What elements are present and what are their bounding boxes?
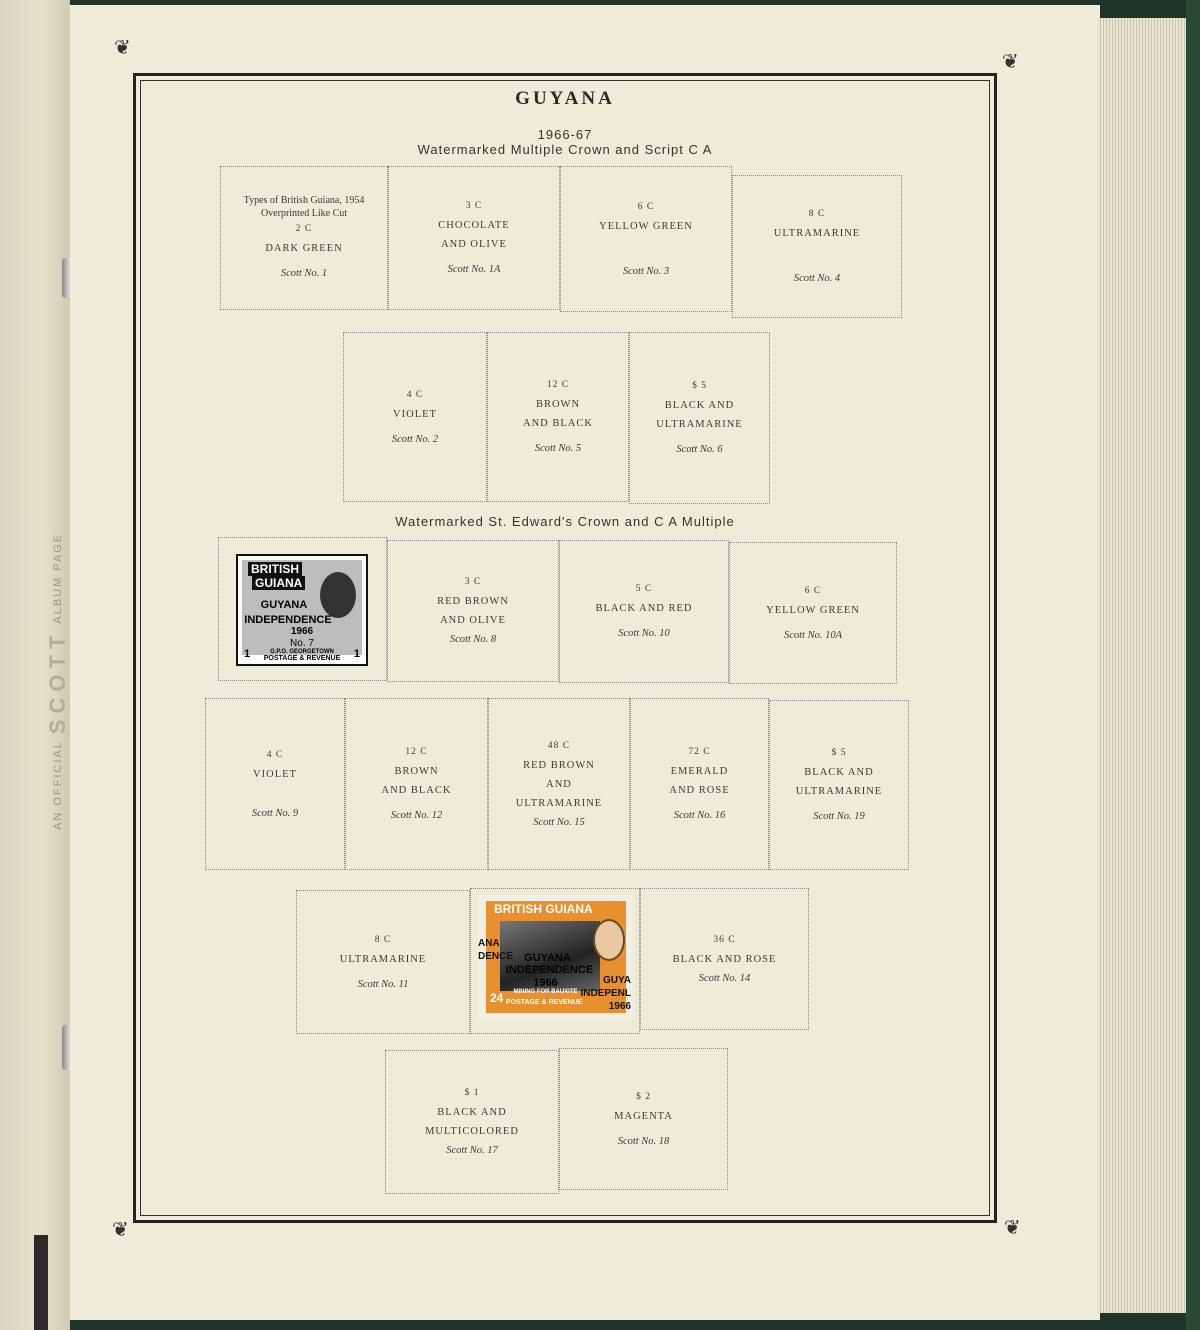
slot-value: $ 5	[692, 381, 707, 391]
slot-color: YELLOW GREEN	[766, 604, 860, 616]
slot-color: BLACK AND RED	[595, 603, 693, 614]
slot-color: ULTRAMARINE	[795, 786, 883, 797]
slot-scott-number: Scott No. 4	[793, 273, 841, 284]
stamp-slot[interactable]	[487, 332, 629, 502]
slot-scott-number: Scott No. 3	[622, 265, 670, 277]
slot-value: 48 C	[547, 740, 571, 751]
slot-color: BLACK AND	[804, 767, 874, 778]
slot-value: $ 2	[636, 1091, 651, 1102]
slot-scott-number: Scott No. 17	[446, 1145, 498, 1156]
slot-value: 3 C	[464, 577, 482, 587]
stamp-slot[interactable]	[220, 166, 388, 310]
slot-scott-number: Scott No. 5	[534, 443, 582, 454]
album-side-label: AN OFFICIALSCOTTALBUM PAGE	[45, 532, 70, 830]
slot-color: AND BLACK	[523, 418, 593, 429]
slot-color: AND BLACK	[381, 785, 452, 796]
slot-color: BROWN	[394, 766, 439, 777]
corner-ornament-icon: ❦	[1002, 51, 1019, 73]
watermark-heading-1: Watermarked Multiple Crown and Script C A	[417, 142, 713, 157]
stamp-slot[interactable]	[343, 332, 487, 502]
stamp-24-cents[interactable]	[478, 895, 633, 1020]
stamp-slot[interactable]	[559, 540, 729, 683]
slot-color: ULTRAMARINE	[339, 953, 427, 965]
stamp-overprint: 1966	[533, 977, 558, 989]
stamp-slot[interactable]	[345, 698, 488, 870]
stamp-slot[interactable]	[630, 698, 769, 870]
slot-scott-number: Scott No. 14	[698, 972, 751, 984]
slot-scott-number: Scott No. 10	[618, 628, 670, 639]
slot-scott-number: Scott No. 19	[813, 811, 865, 822]
slot-scott-number: Scott No. 8	[449, 634, 497, 645]
slot-scott-number: Scott No. 1A	[447, 264, 501, 275]
slot-scott-number: Scott No. 11	[357, 978, 409, 990]
stamp-text: BRITISH	[248, 562, 302, 576]
slot-value: $ 5	[831, 748, 847, 758]
slot-value: 12 C	[546, 380, 570, 390]
slot-color: RED BROWN	[437, 596, 509, 607]
slot-value: $ 1	[464, 1088, 480, 1098]
slot-color: BROWN	[535, 399, 581, 410]
slot-value: 8 C	[808, 209, 826, 219]
stamp-overprint: INDEPENDENCE	[244, 614, 332, 626]
stamp-slot[interactable]	[388, 166, 560, 310]
slot-value: 4 C	[266, 749, 284, 760]
page-stack-edges	[1098, 18, 1188, 1313]
slot-value: 72 C	[688, 747, 711, 757]
stamp-overprint: 1966	[290, 626, 314, 637]
watermark-heading-2: Watermarked St. Edward's Crown and C A Multiple	[395, 514, 735, 529]
slot-color: EMERALD	[670, 766, 729, 777]
slot-color: ULTRAMARINE	[773, 228, 861, 239]
slot-scott-number: Scott No. 18	[617, 1135, 670, 1147]
stamp-slot[interactable]	[205, 698, 345, 870]
slot-scott-number: Scott No. 1	[280, 267, 328, 279]
binder-cover-edge	[1186, 0, 1200, 1330]
stamp-number-text: No. 7	[290, 638, 314, 649]
slot-value: 8 C	[374, 934, 392, 945]
slot-value: 3 C	[465, 201, 483, 211]
stamp-slot[interactable]	[629, 332, 770, 504]
page-title: GUYANA	[515, 88, 615, 109]
slot-color: BLACK AND	[437, 1107, 507, 1118]
slot-note: Types of British Guiana, 1954 Overprinted Like Cut	[243, 194, 365, 219]
stamp-overprint: GUYANA	[260, 599, 308, 611]
stamp-overprint: INDEPENDENCE	[505, 964, 594, 976]
slot-value: 12 C	[405, 747, 428, 757]
slot-value: 5 C	[635, 584, 653, 594]
slot-scott-number: Scott No. 2	[391, 433, 439, 445]
stamp-overprint: INDEPENL	[580, 988, 631, 999]
slot-color: VIOLET	[393, 408, 437, 420]
stamp-overprint: DENCE	[478, 951, 514, 962]
spine-bar	[34, 1235, 48, 1330]
stamp-denomination: 1	[244, 648, 251, 660]
stamp-1-cent[interactable]	[236, 554, 368, 666]
slot-value: 6 C	[804, 585, 822, 596]
queen-portrait-icon	[320, 572, 356, 618]
slot-color: ULTRAMARINE	[515, 797, 603, 809]
stamp-caption: G.P.O. GEORGETOWN	[270, 649, 334, 655]
stamp-slot[interactable]	[385, 1050, 559, 1194]
stamp-slot[interactable]	[729, 542, 897, 684]
slot-color: VIOLET	[253, 768, 297, 780]
slot-value: 4 C	[406, 389, 424, 400]
stamp-overprint: GUYA	[603, 975, 631, 986]
corner-ornament-icon: ❦	[114, 37, 131, 59]
slot-scott-number: Scott No. 9	[251, 807, 299, 819]
corner-ornament-icon: ❦	[112, 1219, 129, 1241]
slot-color: AND	[546, 778, 572, 790]
slot-color: MAGENTA	[614, 1110, 673, 1122]
stamp-caption: POSTAGE & REVENUE	[506, 999, 583, 1006]
stamp-denomination: 24	[490, 991, 504, 1005]
stamp-text: BRITISH GUIANA	[494, 902, 593, 916]
slot-color: AND OLIVE	[441, 239, 507, 250]
stamp-overprint: ANA	[478, 938, 500, 949]
slot-color: BLACK AND ROSE	[672, 953, 777, 965]
slot-color: YELLOW GREEN	[599, 220, 693, 232]
slot-color: ULTRAMARINE	[656, 419, 743, 430]
stamp-slot[interactable]	[769, 700, 909, 870]
stamp-slot[interactable]	[560, 166, 732, 312]
slot-color: CHOCOLATE	[438, 220, 510, 231]
stamp-slot[interactable]	[387, 540, 559, 682]
stamp-slot[interactable]	[559, 1048, 728, 1190]
slot-color: AND OLIVE	[440, 615, 506, 626]
slot-scott-number: Scott No. 10A	[783, 629, 843, 641]
slot-value: 2 C	[295, 223, 313, 234]
stamp-overprint: GUYANA	[524, 952, 571, 964]
slot-color: BLACK AND	[664, 400, 735, 411]
stamp-text: GUIANA	[252, 576, 305, 590]
slot-color: MULTICOLORED	[425, 1126, 519, 1137]
slot-scott-number: Scott No. 16	[673, 810, 726, 821]
slot-value: 36 C	[713, 934, 736, 945]
stamp-caption: POSTAGE & REVENUE	[238, 655, 366, 662]
slot-scott-number: Scott No. 6	[676, 444, 723, 455]
stamp-slot[interactable]	[640, 888, 809, 1030]
stamp-caption: MINING FOR BAUXITE	[513, 989, 578, 995]
slot-scott-number: Scott No. 12	[390, 810, 443, 821]
slot-scott-number: Scott No. 15	[533, 816, 585, 828]
stamp-slot[interactable]	[488, 698, 630, 870]
stamp-denomination: 1	[353, 648, 360, 660]
stamp-slot[interactable]	[296, 890, 470, 1034]
slot-color: RED BROWN	[523, 759, 595, 771]
stamp-slot[interactable]	[732, 175, 902, 318]
slot-color: DARK GREEN	[265, 242, 343, 254]
issue-years: 1966-67	[537, 127, 593, 142]
stamp-overprint: 1966	[608, 1001, 631, 1012]
corner-ornament-icon: ❦	[1004, 1217, 1021, 1239]
slot-value: 6 C	[637, 201, 655, 212]
slot-color: AND ROSE	[669, 785, 730, 796]
